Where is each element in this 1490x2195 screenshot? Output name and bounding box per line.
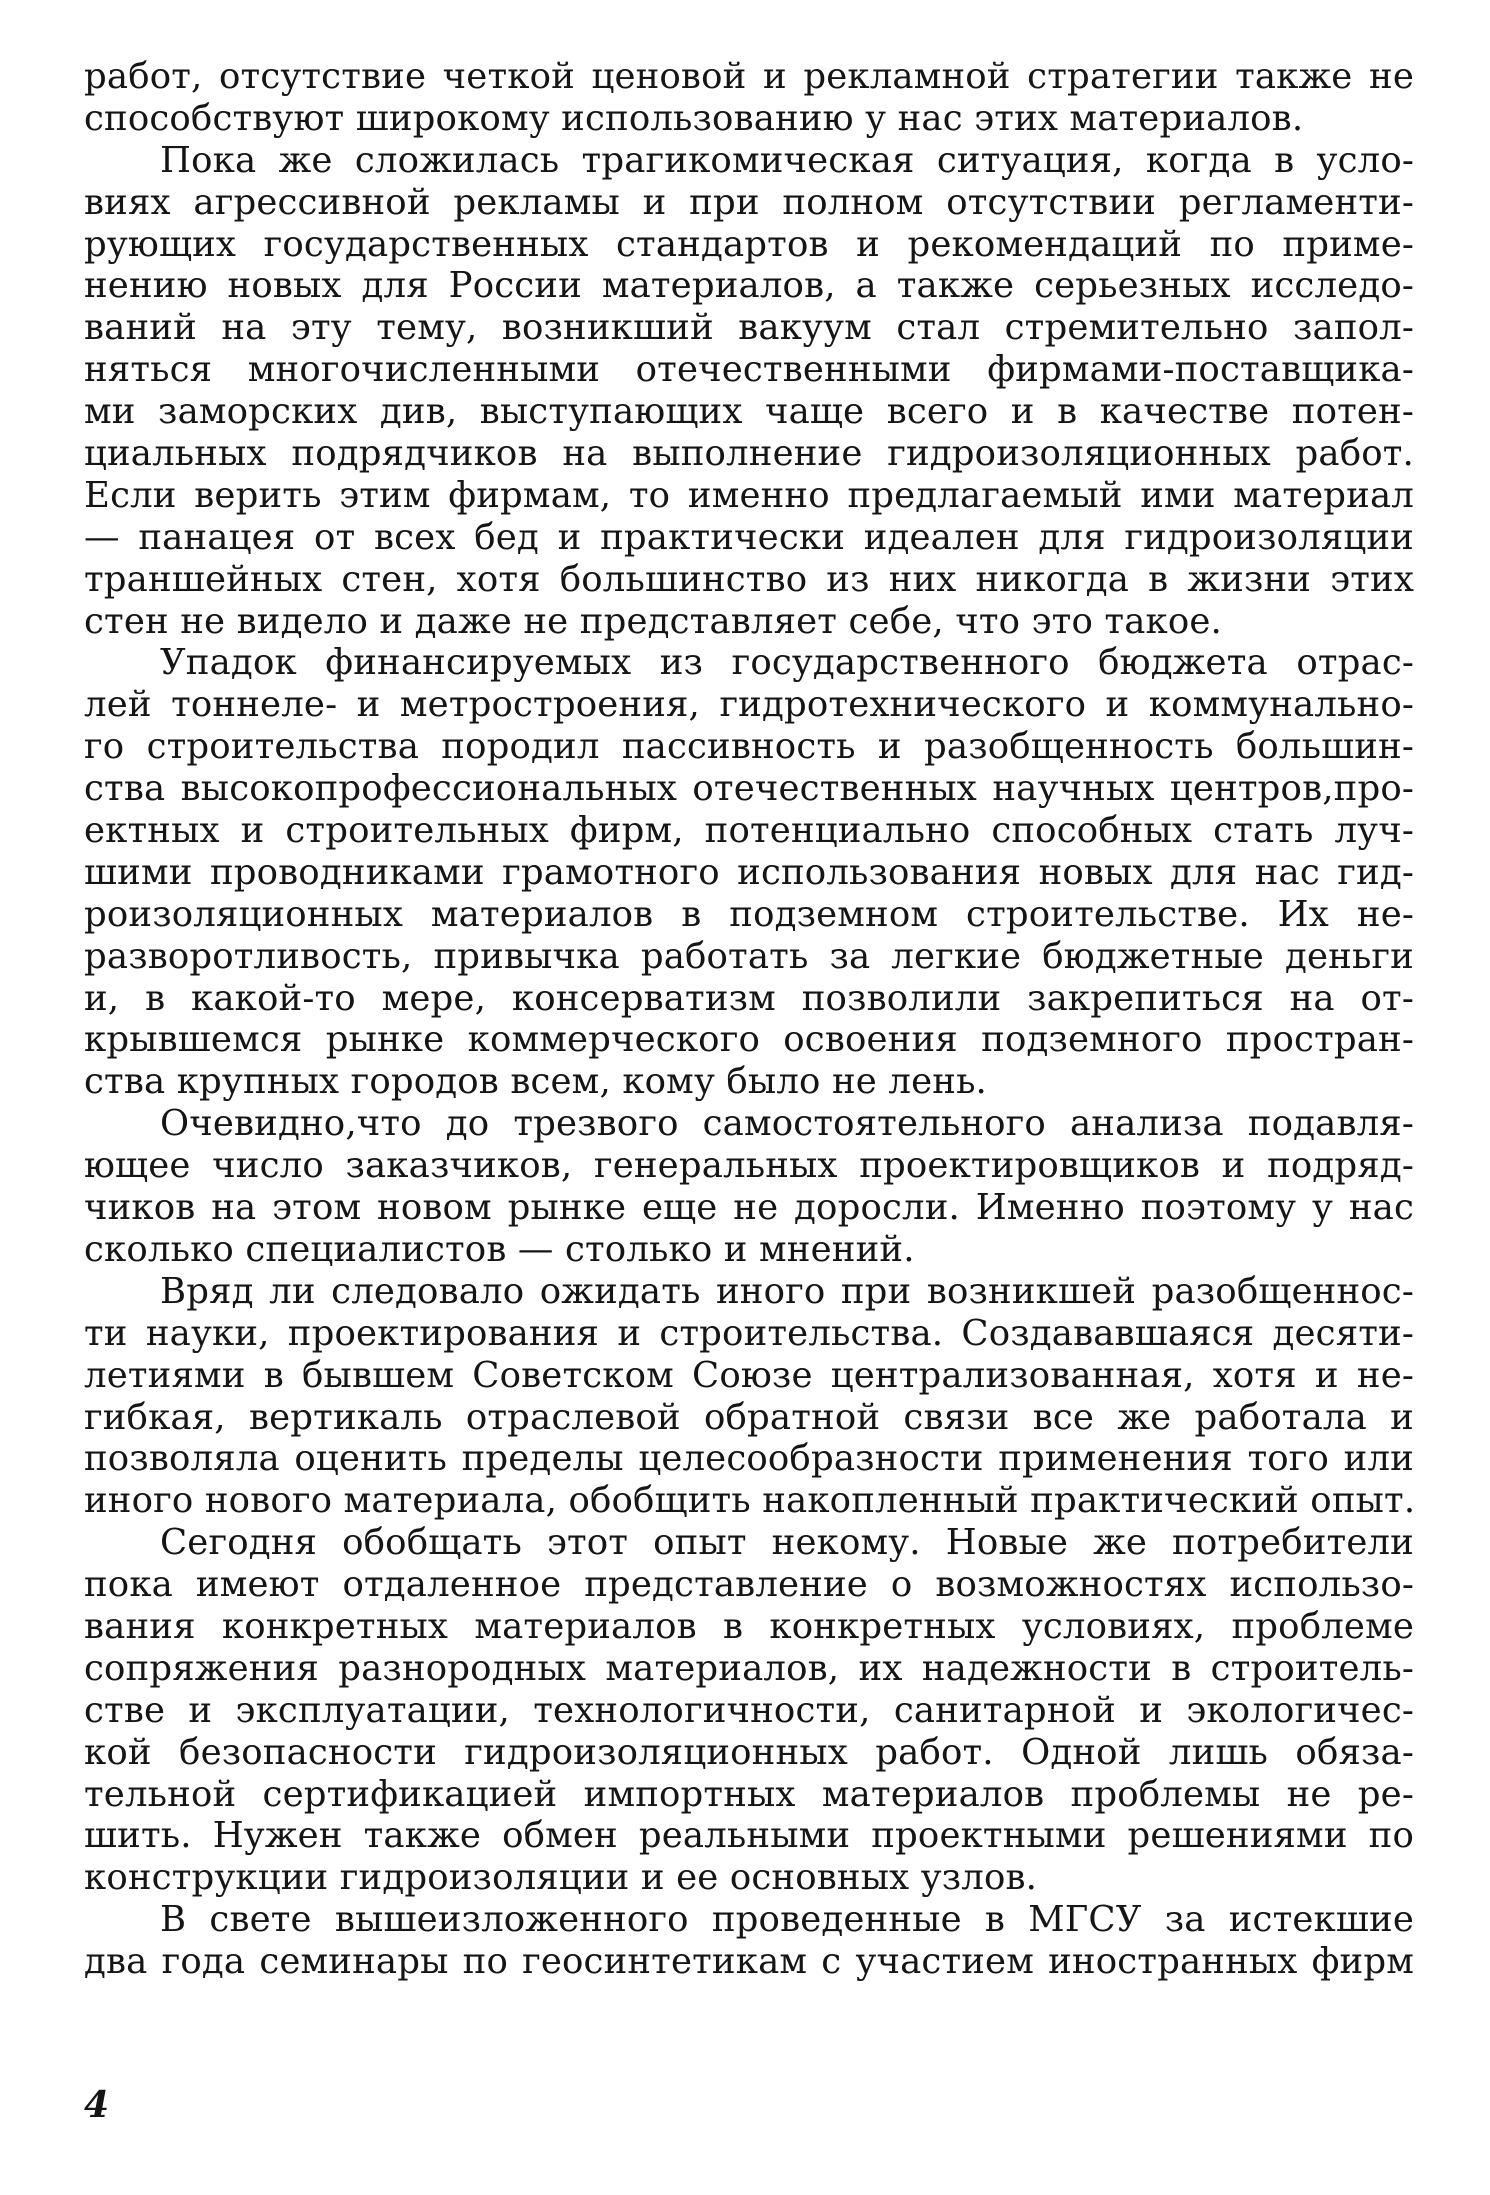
text-line: конструкции гидроизоляции и ее основных узлов.: [84, 1857, 1038, 1899]
text-line: Сегодня обобщать этот опыт некому. Новые же потребители: [160, 1522, 1414, 1564]
text-line: В свете вышеизложенного проведенные в МГСУ за истекшие: [160, 1899, 1414, 1941]
text-line: ства высокопрофессиональных отечественных научных центров,про-: [84, 768, 1414, 810]
text-line: способствуют широкому использованию у нас этих материалов.: [84, 97, 1304, 139]
text-line: Пока же сложилась трагикомическая ситуация, когда в усло-: [160, 139, 1414, 181]
text-line: разворотливость, привычка работать за легкие бюджетные деньги: [84, 935, 1414, 977]
text-line: ства крупных городов всем, кому было не лень.: [84, 1061, 987, 1103]
text-line: сколько специалистов — столько и мнений.: [84, 1228, 915, 1270]
text-line: лей тоннеле- и метростроения, гидротехнического и коммунально-: [84, 684, 1414, 726]
paragraph: [84, 1522, 1414, 1899]
paragraph: [84, 1103, 1414, 1271]
text-line: работ, отсутствие четкой ценовой и рекламной стратегии также не: [84, 56, 1414, 97]
text-line: иного нового материала, обобщить накопленный практический опыт.: [84, 1480, 1416, 1522]
paragraph: [84, 642, 1414, 1103]
text-line: ющее число заказчиков, генеральных проектировщиков и подряд-: [84, 1145, 1414, 1187]
text-line: Если верить этим фирмам, то именно предлагаемый ими материал: [84, 474, 1414, 516]
text-line: траншейных стен, хотя большинство из них никогда в жизни этих: [84, 558, 1414, 600]
paragraph: [84, 56, 1414, 140]
text-line: роизоляционных материалов в подземном строительстве. Их не-: [84, 893, 1414, 935]
paragraph: [84, 1899, 1414, 1983]
paragraph: [84, 1271, 1414, 1522]
text-line: крывшемся рынке коммерческого освоения подземного простран-: [84, 1019, 1414, 1061]
text-line: шими проводниками грамотного использования новых для нас гид-: [84, 851, 1414, 893]
text-line: нению новых для России материалов, а также серьезных исследо-: [84, 265, 1414, 307]
text-line: гибкая, вертикаль отраслевой обратной связи все же работала и: [84, 1396, 1414, 1438]
text-line: сопряжения разнородных материалов, их надежности в строитель-: [84, 1647, 1414, 1689]
text-line: стве и эксплуатации, технологичности, санитарной и экологичес-: [84, 1689, 1414, 1731]
body-text: [84, 56, 1414, 1983]
text-line: ти науки, проектирования и строительства. Создававшаяся десяти-: [84, 1312, 1414, 1354]
text-line: кой безопасности гидроизоляционных работ. Одной лишь обяза-: [84, 1731, 1414, 1773]
text-line: Вряд ли следовало ожидать иного при возникшей разобщеннос-: [160, 1270, 1414, 1312]
page-number: 4: [84, 2084, 110, 2126]
text-line: летиями в бывшем Советском Союзе централизованная, хотя и не-: [84, 1354, 1414, 1396]
text-line: и, в какой-то мере, консерватизм позволили закрепиться на от-: [84, 977, 1414, 1019]
paragraph: [84, 140, 1414, 643]
text-line: два года семинары по геосинтетикам с участием иностранных фирм: [84, 1941, 1414, 1983]
text-line: ектных и строительных фирм, потенциально способных стать луч-: [84, 810, 1414, 852]
text-line: пока имеют отдаленное представление о возможностях использо-: [84, 1564, 1414, 1606]
text-line: стен не видело и даже не представляет себе, что это такое.: [84, 600, 1222, 642]
text-line: рующих государственных стандартов и рекомендаций по приме-: [84, 223, 1414, 265]
text-line: чиков на этом новом рынке еще не доросли. Именно поэтому у нас: [84, 1187, 1414, 1229]
text-line: няться многочисленными отечественными фирмами-поставщика-: [84, 349, 1414, 391]
text-line: Упадок финансируемых из государственного бюджета отрас-: [160, 642, 1414, 684]
text-line: циальных подрядчиков на выполнение гидроизоляционных работ.: [84, 433, 1414, 475]
text-line: го строительства породил пассивность и разобщенность большин-: [84, 726, 1414, 768]
text-line: вания конкретных материалов в конкретных условиях, проблеме: [84, 1605, 1414, 1647]
text-line: тельной сертификацией импортных материалов проблемы не ре-: [84, 1773, 1414, 1815]
text-line: ми заморских див, выступающих чаще всего и в качестве потен-: [84, 391, 1414, 433]
text-line: ваний на эту тему, возникший вакуум стал стремительно запол-: [84, 307, 1414, 349]
text-line: виях агрессивной рекламы и при полном отсутствии регламенти-: [84, 181, 1414, 223]
text-line: — панацея от всех бед и практически идеален для гидроизоляции: [84, 516, 1414, 558]
text-line: шить. Нужен также обмен реальными проектными решениями по: [84, 1815, 1414, 1857]
text-line: позволяла оценить пределы целесообразности применения того или: [84, 1438, 1414, 1480]
text-line: Очевидно,что до трезвого самостоятельного анализа подавля-: [160, 1103, 1414, 1145]
